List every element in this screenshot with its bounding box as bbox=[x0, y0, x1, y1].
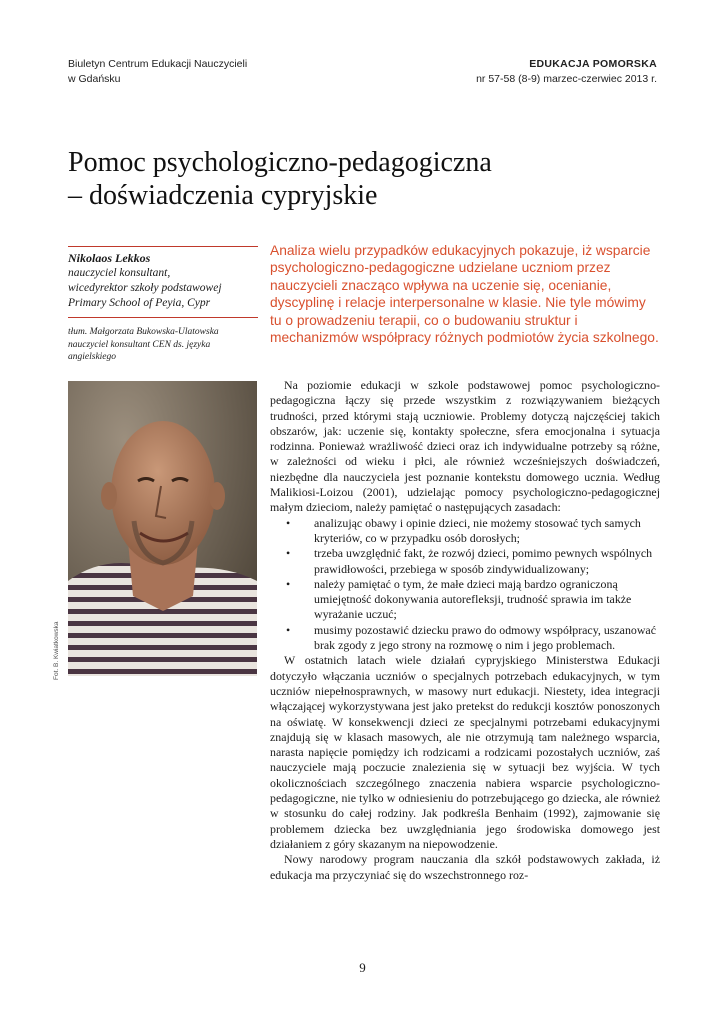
journal-city: w Gdańsku bbox=[68, 73, 121, 85]
translator-note: tłum. Małgorzata Bukowska-Ulatowska nauczyciel konsultant CEN ds. języka angielskiego bbox=[68, 327, 219, 362]
list-item: • musimy pozostawić dziecku prawo do odmowy współpracy, uszanować brak zgody z jego strony na rozmowę o nim i jego problemach. bbox=[286, 623, 660, 654]
page-number: 9 bbox=[359, 960, 366, 975]
lead-paragraph: Analiza wielu przypadków edukacyjnych pokazuje, iż wsparcie psychologiczno-pedagogiczne udzielane uczniom przez nauczycieli znacząco wpływa na uczenie się, ocenianie, dyscyplinę i relacje interpersonalne w klasie. Nie tyle mówimy tu o prowadzeniu terapii, co o budowaniu struktur i mechanizmów współpracy różnych podmiotów życia szkolnego. bbox=[270, 243, 659, 346]
issue-info: nr 57-58 (8-9) marzec-czerwiec 2013 r. bbox=[476, 73, 657, 85]
body-paragraph: Na poziomie edukacji w szkole podstawowej pomoc psychologiczno-pedagogiczna łączy się przede wszystkim z rozwiązywaniem bieżących trudności, przed którymi stają uczniowie. Problemy dotyczą najczęściej takich obszarów, jak: uczenie się, kontakty społeczne, sfera emocjonalna i sytuacja rodzinna. Ponieważ wrażliwość dzieci oraz ich indywidualne potrzeby są różne, w zależności od wieku i płci, ale również wcześniejszych doświadczeń, niezbędne dla nauczyciela jest poznanie kontekstu domowego ucznia. Według Malikiosi-Loizou (2001), udzielając pomocy psychologiczno-pedagogicznej małym dzieciom, należy pamiętać o następujących zasadach: bbox=[270, 378, 660, 515]
body-paragraph: W ostatnich latach wiele działań cypryjskiego Ministerstwa Edukacji dotyczyło włączania uczniów o specjalnych potrzebach edukacyjnych, w tym uczniów niepełnosprawnych, w masowy nurt edukacji. Niestety, idea integracji włączającej wykorzystywana jest jako pretekst do redukcji kosztów ponoszonych na oświatę. W konsekwencji dzieci ze specjalnymi potrzebami edukacyjnymi znajdują się w klasach masowych, ale nie otrzymują tam należnego wsparcia, narasta napięcie pomiędzy ich rodzicami a rodzicami pozostałych uczniów, zaś nauczyciele mają poczucie znalezienia się w sytuacji bez wyjścia. W tych okolicznościach szczególnego znaczenia nabiera wsparcie psychologiczno-pedagogiczne, nie tylko w odniesieniu do potrzebującego go dziecka, ale również w stosunku do całej rodziny. Jak podkreśla Benhaim (1992), zajmowanie się problemem dziecka bez uwzględniania jego środowiska domowego jest działaniem z góry skazanym na niepowodzenie. bbox=[270, 653, 660, 851]
article-title bbox=[68, 146, 668, 212]
author-name: Nikolaos Lekkos bbox=[68, 251, 151, 265]
principles-list bbox=[270, 516, 660, 654]
author-role-1: nauczyciel konsultant, bbox=[68, 267, 171, 279]
title-line-2: – doświadczenia cypryjskie bbox=[68, 180, 378, 211]
publication-title: EDUKACJA POMORSKA bbox=[529, 58, 657, 70]
journal-name: Biuletyn Centrum Edukacji Nauczycieli bbox=[68, 58, 248, 70]
author-role-3: Primary School of Peyia, Cypr bbox=[68, 297, 211, 309]
list-item: • analizując obawy i opinie dzieci, nie możemy stosować tych samych kryteriów, co w przypadku osób dorosłych; bbox=[286, 516, 660, 547]
portrait-image bbox=[68, 381, 257, 676]
photo-credit: Fot. B. Kwiatkowska bbox=[53, 621, 60, 680]
issue-header bbox=[476, 57, 657, 87]
body-paragraph: Nowy narodowy program nauczania dla szkół podstawowych zakłada, iż edukacja ma przyczyniać się do wszechstronnego roz- bbox=[270, 852, 660, 882]
title-line-1: Pomoc psychologiczno-pedagogiczna bbox=[68, 147, 492, 178]
journal-header bbox=[68, 57, 247, 87]
article-body bbox=[270, 378, 660, 883]
author-role-2: wicedyrektor szkoły podstawowej bbox=[68, 282, 222, 294]
author-bottom-rule bbox=[68, 317, 258, 318]
list-item: • trzeba uwzględnić fakt, że rozwój dzieci, pomimo pewnych wspólnych prawidłowości, przebiega w sposób zindywidualizowany; bbox=[286, 546, 660, 577]
author-top-rule bbox=[68, 246, 258, 247]
author-box bbox=[68, 246, 258, 364]
list-item: • należy pamiętać o tym, że małe dzieci mają bardzo ograniczoną umiejętność dokonywania autorefleksji, trudność sprawia im także wyrażanie uczuć; bbox=[286, 577, 660, 623]
author-photo bbox=[68, 381, 257, 676]
